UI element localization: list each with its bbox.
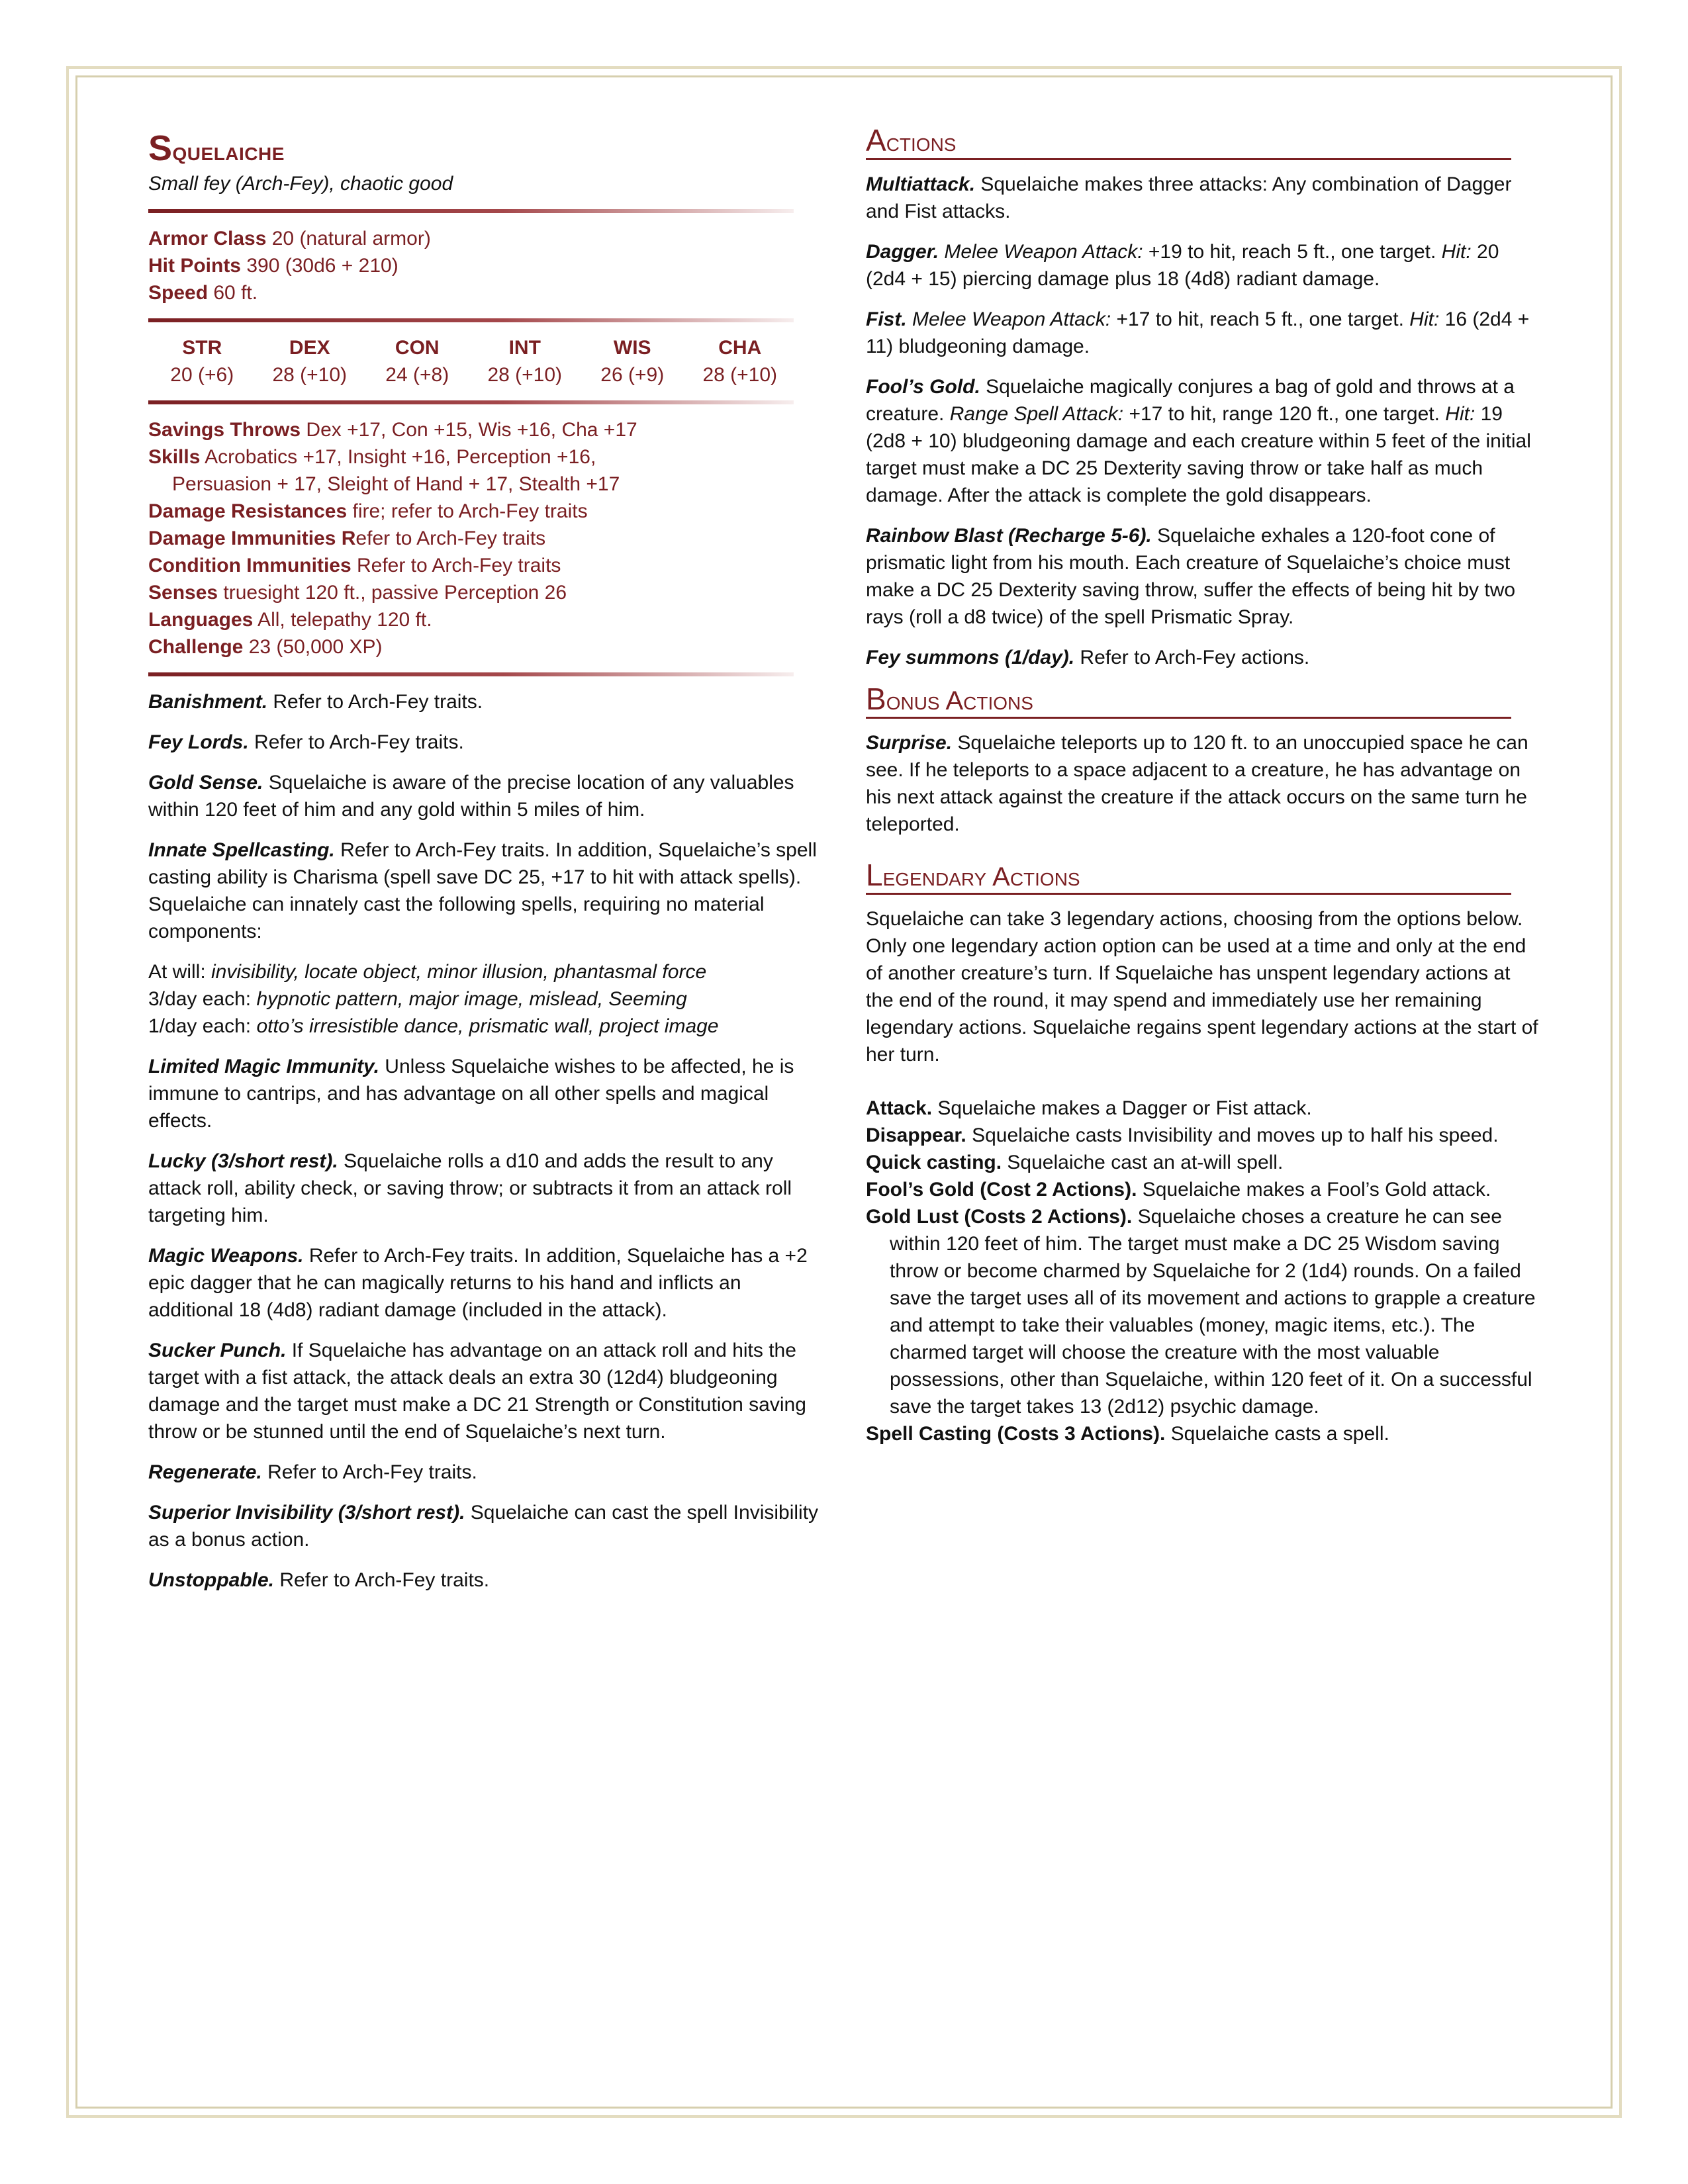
bonus-actions-heading: Bonus Actions [866,684,1511,719]
divider [148,318,794,322]
divider [148,672,794,676]
monster-name: Squelaiche [148,128,285,168]
legendary-fools-gold: Fool’s Gold (Cost 2 Actions). Squelaiche makes a Fool’s Gold attack. [866,1179,1491,1201]
left-column [148,126,823,1607]
damage-resistances: Damage Resistances fire; refer to Arch-Fey traits [148,500,588,522]
legendary-actions-heading: Legendary Actions [866,860,1511,895]
ability-scores [148,334,794,388]
condition-immunities: Condition Immunities Refer to Arch-Fey traits [148,555,561,576]
legendary-intro: Squelaiche can take 3 legendary actions, choosing from the options below. Only one legendary action option can be used at a time and only at the end of another creature’s turn. If Squelaiche has unspent legendary actions at the end of the round, it may spend and immediately use her remaining legendary actions. Squelaiche regains spent legendary actions at the start of her turn. [866,908,1538,1066]
divider [148,209,794,213]
trait-innate-spellcasting: Innate Spellcasting. Refer to Arch-Fey traits. In addition, Squelaiche’s spell casting ability is Charisma (spell save DC 25, +17 to hit with attack spells). Squelaiche can innately cast the following spells, requiring no material components: [148,839,817,942]
bonus-surprise: Surprise. Squelaiche teleports up to 120 ft. to an unoccupied space he can see. If he teleports to a space adjacent to a creature, he has advantage on his next attack against the creature if the attack occurs on the same turn he teleported. [866,732,1528,835]
trait-unstoppable: Unstoppable. Refer to Arch-Fey traits. [148,1569,490,1591]
ability-con: CON 24 (+8) [385,337,449,386]
action-fist: Fist. Melee Weapon Attack: +17 to hit, reach 5 ft., one target. Hit: 16 (2d4 + 11) bludgeoning damage. [866,308,1530,357]
senses: Senses truesight 120 ft., passive Perception 26 [148,582,567,604]
action-rainbow-blast: Rainbow Blast (Recharge 5-6). Squelaiche exhales a 120-foot cone of prismatic light from his mouth. Each creature of Squelaiche’s choice must make a DC 25 Dexterity saving throw, suffer the effects of being hit by two rays (roll a d8 twice) of the spell Prismatic Spray. [866,525,1516,628]
trait-superior-invisibility: Superior Invisibility (3/short rest). Squelaiche can cast the spell Invisibility as a bonus action. [148,1502,819,1551]
legendary-disappear: Disappear. Squelaiche casts Invisibility and moves up to half his speed. [866,1124,1499,1146]
ability-cha: CHA 28 (+10) [702,337,778,386]
challenge: Challenge 23 (50,000 XP) [148,636,383,658]
divider [148,400,794,404]
spell-line: 3/day each: hypnotic pattern, major image, mislead, Seeming [148,988,687,1010]
spell-line: At will: invisibility, locate object, minor illusion, phantasmal force [148,961,707,983]
spell-list [148,958,823,1040]
languages: Languages All, telepathy 120 ft. [148,609,432,631]
speed: Speed 60 ft. [148,282,258,304]
saving-throws: Savings Throws Dex +17, Con +15, Wis +16, Cha +17 [148,419,637,441]
trait-gold-sense: Gold Sense. Squelaiche is aware of the precise location of any valuables within 120 feet of him and any gold within 5 miles of him. [148,772,794,821]
ability-int: INT 28 (+10) [487,337,563,386]
actions-heading: Actions [866,126,1511,160]
right-column [866,123,1541,1447]
trait-regenerate: Regenerate. Refer to Arch-Fey traits. [148,1461,477,1483]
action-dagger: Dagger. Melee Weapon Attack: +19 to hit, reach 5 ft., one target. Hit: 20 (2d4 + 15) piercing damage plus 18 (4d8) radiant damage. [866,241,1499,290]
trait-banishment: Banishment. Refer to Arch-Fey traits. [148,691,483,713]
hit-points: Hit Points 390 (30d6 + 210) [148,255,399,277]
ability-wis: WIS 26 (+9) [600,337,665,386]
trait-fey-lords: Fey Lords. Refer to Arch-Fey traits. [148,731,464,753]
trait-limited-magic-immunity: Limited Magic Immunity. Unless Squelaiche wishes to be affected, he is immune to cantrips, and has advantage on all other spells and magical effects. [148,1056,794,1132]
trait-sucker-punch: Sucker Punch. If Squelaiche has advantage on an attack roll and hits the target with a fist attack, the attack deals an extra 30 (12d4) bludgeoning damage and the target must make a DC 21 Strength or Constitution saving throw or be stunned until the end of Squelaiche’s next turn. [148,1340,806,1443]
skills-continued: Persuasion + 17, Sleight of Hand + 17, Stealth +17 [172,473,620,495]
spell-line: 1/day each: otto’s irresistible dance, prismatic wall, project image [148,1015,719,1037]
ability-dex: DEX 28 (+10) [272,337,348,386]
monster-subtitle: Small fey (Arch-Fey), chaotic good [148,173,453,195]
action-multiattack: Multiattack. Squelaiche makes three attacks: Any combination of Dagger and Fist attacks. [866,173,1512,222]
action-fools-gold: Fool’s Gold. Squelaiche magically conjures a bag of gold and throws at a creature. Range Spell Attack: +17 to hit, range 120 ft., one target. Hit: 19 (2d8 + 10) bludgeoning damage and each creature within 5 feet of the initial target must make a DC 25 Dexterity saving throw or take half as much damage. After the attack is complete the gold disappears. [866,376,1531,506]
damage-immunities: Damage Immunities Refer to Arch-Fey traits [148,527,546,549]
legendary-attack: Attack. Squelaiche makes a Dagger or Fist attack. [866,1097,1312,1119]
action-fey-summons: Fey summons (1/day). Refer to Arch-Fey actions. [866,647,1310,668]
legendary-spell-casting: Spell Casting (Costs 3 Actions). Squelaiche casts a spell. [866,1423,1389,1445]
legendary-quick-casting: Quick casting. Squelaiche cast an at-will spell. [866,1152,1284,1173]
trait-lucky: Lucky (3/short rest). Squelaiche rolls a d10 and adds the result to any attack roll, ability check, or saving throw; or subtracts it from an attack roll targeting him. [148,1150,792,1226]
skills: Skills Acrobatics +17, Insight +16, Perception +16, [148,446,596,468]
trait-magic-weapons: Magic Weapons. Refer to Arch-Fey traits. In addition, Squelaiche has a +2 epic dagger that he can magically returns to his hand and inflicts an additional 18 (4d8) radiant damage (included in the attack). [148,1245,808,1321]
legendary-gold-lust: Gold Lust (Costs 2 Actions). Squelaiche choses a creature he can see within 120 feet of him. The target must make a DC 25 Wisdom saving throw or become charmed by Squelaiche for 2 (1d4) rounds. On a failed save the target uses all of its movement and actions to grapple a creature and attempt to take their valuables (money, magic items, etc.). The charmed target will choose the creature with the most valuable possessions, other than Squelaiche, within 120 feet of it. On a successful save the target takes 13 (2d12) psychic damage. [866,1206,1536,1418]
ability-str: STR 20 (+6) [170,337,234,386]
armor-class: Armor Class 20 (natural armor) [148,228,431,250]
